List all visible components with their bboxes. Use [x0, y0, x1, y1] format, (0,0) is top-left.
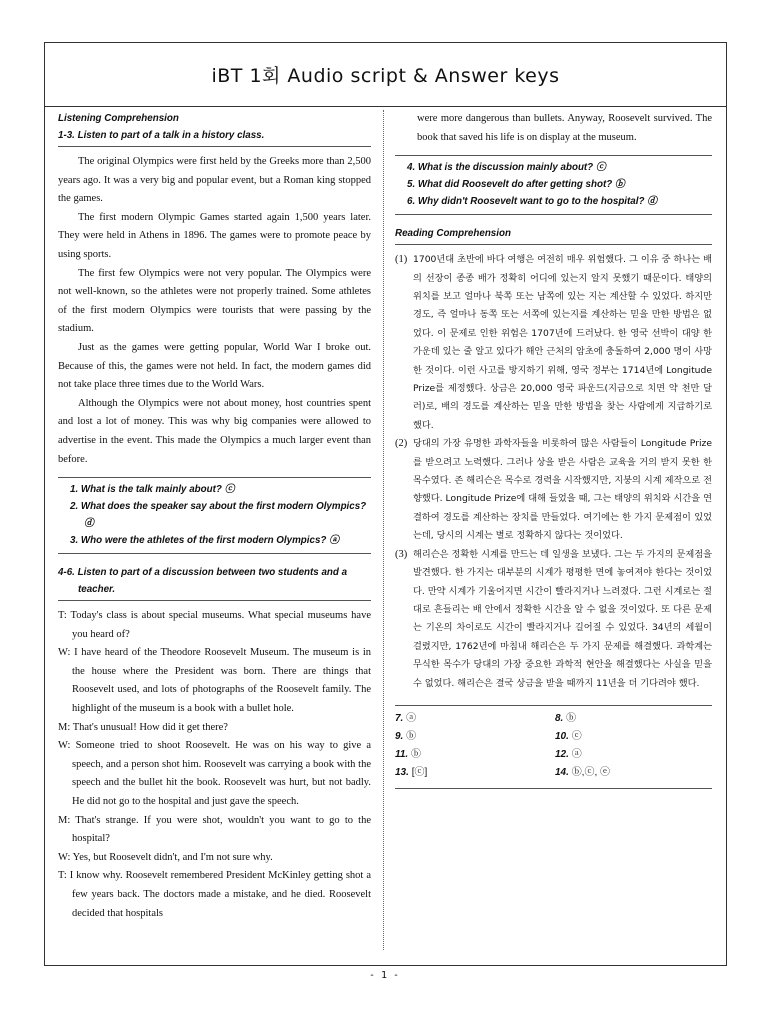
paragraph-text: 1700년대 초반에 바다 여행은 여전히 매우 위험했다. 그 이유 중 하나는 배의 선장이 종종 배가 정확히 어디에 있는지 알지 못했기 때문이다. 태양의 위치를 보고 얼마나 북쪽 또는 남쪽에 있는 지는 계산할 수 있었다. 하지만 경도, 즉 얼마나 동쪽 또는 서쪽에 있는지를 계산하는 믿을 만한 방법은 없었다. 이 문제로 인한 위험은 1707년에 드러났다. 한 영국 선박이 대양 한 가운데 있는 줄 알고 있다가 해안 근처의 암초에 충돌하여 2,000 명이 사망한 것이다. 이런 사고를 방지하기 위해, 영국 정부는 1714년에 Longitude Prize를 제정했다. 상금은 20,000 영국 파운드(지금으로 치면 약 천만 달러)로, 배의 경도를 계산하는 믿을 만한 방법을 찾는 사람에게 지급하기로 했다. [413, 254, 712, 431]
column-divider [383, 110, 384, 950]
translation-paragraph [395, 435, 712, 545]
answer-item: 14. ⓑ,ⓒ, ⓔ [555, 766, 611, 778]
questions-1-3 [58, 477, 371, 554]
answer-item: 9. ⓑ [395, 730, 417, 742]
paragraph-text: 해리슨은 정확한 시계를 만드는 데 일생을 보냈다. 그는 두 가지의 문제점을 발견했다. 한 가지는 대부분의 시계가 평평한 면에 놓여져야 한다는 것이었다. 만약 시계가 기울어지면 시간이 빨라지거나 느려졌다. 그런 시계로는 절대로 흔들리는 배 안에서 정확한 시간을 알 수 없을 것이었다. 또 다른 문제는 기온의 차이로도 시간이 빨라지거나 길어질 수 있었다. 34년의 세월이 걸렸지만, 1762년에 마침내 해리슨은 두 가지 문제를 해결했다. 과학계는 무식한 목수가 당대의 가장 중요한 과학적 현안을 해결했다는 사실을 믿을 수 없었다. 해리슨은 결국 상금을 받을 때까지 11년을 더 기다려야 했다. [413, 548, 712, 689]
part1-heading: 1-3. Listen to part of a talk in a history class. [58, 127, 371, 147]
talk-paragraph: The first few Olympics were not very popular. The Olympics were not well-known, so the athletes were not properly trained. Some athletes of the first modern Olympics were tourists that were passing by the stadium. [58, 267, 371, 335]
translation-paragraph [395, 546, 712, 693]
reading-section-heading: Reading Comprehension [395, 225, 712, 245]
paragraph-text: 당대의 가장 유명한 과학자들을 비롯하여 많은 사람들이 Longitude Prize를 받으려고 노력했다. 그러나 상을 받은 사람은 교육을 거의 받지 못한 한 목수였다. 존 해리슨은 목수로 경력을 시작했지만, 지붕의 시계 제작으로 전향했다. Longitude Prize에 대해 들었을 때, 그는 태양의 위치와 시간을 연결하여 경도를 계산하는 장치를 만들었다. 여기에는 한 가지 문제점이 있었는데, 당시의 시계는 별로 정확하지 않다는 것이었다. [413, 438, 712, 542]
answer-key [395, 705, 712, 789]
paragraph-number: (3) [395, 548, 408, 560]
dialogue-line: M: That's strange. If you were shot, wouldn't you want to go to the hospital? [58, 814, 371, 845]
question-item: 3. Who were the athletes of the first modern Olympics? ⓐ [70, 535, 339, 547]
dialogue-line: W: I have heard of the Theodore Roosevelt Museum. The museum is in the house where the President was born. There are things that Roosevelt used, and lots of photographs of the Roosevelt family. The highlight of the museum is a book with a bullet hole. [58, 647, 371, 715]
talk-paragraph: The first modern Olympic Games started again 1,500 years later. They were held in Athens in 1896. The games were to promote peace by using sports. [58, 211, 371, 260]
answer-item: 11. ⓑ [395, 748, 421, 760]
right-column [395, 110, 712, 789]
listening-section-heading: Listening Comprehension [58, 113, 179, 124]
question-item: 5. What did Roosevelt do after getting shot? ⓑ [407, 179, 625, 191]
answer-item: 12. ⓐ [555, 748, 582, 760]
translation-paragraph [395, 251, 712, 435]
korean-translation [395, 251, 712, 693]
question-item: 2. What does the speaker say about the first modern Olympics? ⓓ [70, 501, 367, 530]
page-number: - 1 - [368, 970, 400, 981]
dialogue-line: T: Today's class is about special museums. What special museums have you heard of? [58, 610, 371, 640]
dialogue-line: T: I know why. Roosevelt remembered President McKinley getting shot a few years back. The doctors made a mistake, and he died. Roosevelt decided that hospitals [58, 870, 371, 919]
answer-item: 10. ⓒ [555, 730, 582, 742]
talk-paragraph: Just as the games were getting popular, World War I broke out. Because of this, the games were not held. In fact, the modern games did not take place three times due to the World Wars. [58, 341, 371, 391]
answer-item: 13. [ⓒ] [395, 766, 428, 778]
dialogue-continuation: were more dangerous than bullets. Anyway, Roosevelt survived. The book that saved his life is on display at the museum. [417, 113, 712, 143]
paragraph-number: (1) [395, 254, 408, 266]
dialogue-line: W: Yes, but Roosevelt didn't, and I'm not sure why. [58, 851, 273, 863]
part2-heading: 4-6. Listen to part of a discussion between two students and a teacher. [58, 564, 371, 601]
dialogue-line: M: That's unusual! How did it get there? [58, 721, 228, 733]
paragraph-number: (2) [395, 438, 408, 450]
page-title: iBT 1회 Audio script & Answer keys [45, 43, 726, 107]
dialogue-line: W: Someone tried to shoot Roosevelt. He was on his way to give a speech, and a person shot him. Roosevelt was carrying a book with the speech and the bullet hit the book. Roosevelt was hurt, but not badly. He did not go to the hospital and just gave the speech. [58, 740, 371, 808]
talk-paragraph: The original Olympics were first held by the Greeks more than 2,500 years ago. It was a very big and popular event, but a Roman king stopped the games. [58, 156, 371, 205]
question-item: 1. What is the talk mainly about? ⓒ [70, 484, 235, 496]
question-item: 4. What is the discussion mainly about? ⓒ [407, 162, 606, 174]
questions-4-6 [395, 155, 712, 215]
answer-item: 7. ⓐ [395, 712, 417, 724]
question-item: 6. Why didn't Roosevelt want to go to the hospital? ⓓ [407, 196, 657, 208]
answer-item: 8. ⓑ [555, 712, 577, 724]
talk-paragraph: Although the Olympics were not about money, host countries spent and lost a lot of money. This was why big companies were allowed to advertise in the event. This made the Olympics a much larger event than before. [58, 397, 371, 465]
left-column [58, 110, 371, 923]
